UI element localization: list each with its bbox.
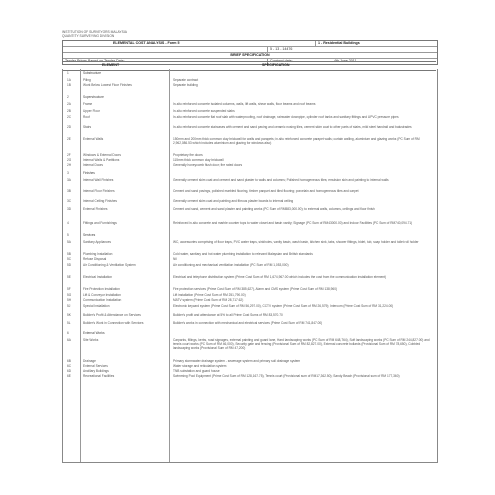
element-name: Internal Ceiling Finishes xyxy=(83,199,118,203)
specification-text: Cement and sand, cement and sand plaster and painting works (PC Sum of RM583,000.00); to external walls, columns, ceilings and floor finish xyxy=(173,207,375,211)
item-number: 1B xyxy=(67,83,71,87)
item-number: 2F xyxy=(67,153,71,157)
specification-text: Generally cement skim coat and cement and sand plaster to walls and columns; Polished homogeneous tiles; emulsion skin and painting to internal walls xyxy=(173,178,389,182)
specification-text: Builder's works in connection with mechanical and electrical services (Prime Cost Sum of RM 741,847.00) xyxy=(173,321,323,325)
item-number: 3A xyxy=(67,178,71,182)
specification-text: Cold water, sanitary and hot water plumbing installation to relevant Malaysian and British standards xyxy=(173,252,313,256)
item-number: 5F xyxy=(67,287,71,291)
item-number: 2B xyxy=(67,109,71,113)
specification-text: 115mm thick common clay brickwall xyxy=(173,158,224,162)
item-number: 2A xyxy=(67,102,71,106)
element-name: Internal Floor Finishes xyxy=(83,189,115,193)
item-number: 6B xyxy=(67,359,71,363)
project-type: 1 - Residential Buildings xyxy=(315,41,437,46)
item-number: 3 xyxy=(67,171,69,175)
specification-table xyxy=(62,69,438,463)
element-name: Ancillary Buildings xyxy=(83,369,109,373)
item-number: 5 xyxy=(67,233,69,237)
item-number: 5J xyxy=(67,304,71,308)
element-name: Windows & External Doors xyxy=(83,153,121,157)
item-number: 6A xyxy=(67,338,71,342)
item-number: 5D xyxy=(67,263,72,267)
element-name: Finishes xyxy=(83,171,95,175)
element-name: Electrical Installation xyxy=(83,275,113,279)
item-number: 3C xyxy=(67,199,72,203)
specification-text: TNB substation and guard house xyxy=(173,369,220,373)
element-name: Refuse Disposal xyxy=(83,257,107,261)
element-name: Substructure xyxy=(83,71,102,75)
element-name: Communication Installation xyxy=(83,298,122,302)
element-name: Builder's Profit & Attendance on Services xyxy=(83,313,141,317)
col-element-header: ELEMENT xyxy=(102,63,120,67)
specification-text: Reinforced in-situ concrete and marble counter tops to water closet and basin vanity; Signage (PC Sum of RM43000.00) and Indoor Facilities (PC Sum of RM740,094.71) xyxy=(173,221,413,225)
element-name: Drainage xyxy=(83,359,96,363)
item-number: 2E xyxy=(67,137,71,141)
item-number: 2D xyxy=(67,125,72,129)
element-name: External Services xyxy=(83,364,108,368)
form-title: ELEMENTAL COST ANALYSIS - Form 5 xyxy=(113,41,180,45)
element-name: Services xyxy=(83,233,96,237)
specification-text: Fire protection services (Prime Cost Sum of RM 385,627), Alarm and CMS system (Prime Cost Sum of RM 138,960) xyxy=(173,287,338,291)
element-name: Piling xyxy=(83,78,91,82)
specification-text: Electronic keycard system (Prime Cost Sum of RM 56,297.00), CCTV system (Prime Cost Sum of RM 26,579); Intercom (Prime Cost Sum of RM 31,224.00) xyxy=(173,304,394,308)
element-name: Special Installation xyxy=(83,304,110,308)
specification-text: In-situ reinforced concrete suspended slabs xyxy=(173,109,235,113)
column-divider xyxy=(169,69,170,462)
specification-text: MATV system (Prime Cost Sum of RM 28,717.62) xyxy=(173,298,244,302)
brief-spec-title: BRIEF SPECIFICATION xyxy=(230,53,270,57)
specification-text: Builder's profit and attendance at 5% to all Prime Cost Sums of RM 83,570.70 xyxy=(173,313,283,317)
specification-text: In-situ reinforced concrete flat roof slab with waterproofing, roof drainage, rainwater downpipe, cylinder roof tanks and sanitary fittings and UPVC pressure pipes xyxy=(173,115,399,119)
element-name: Air Conditioning & Ventilation System xyxy=(83,263,136,267)
specification-text: Air conditioning and mechanical ventilation installation (PC Sum of RM 1,053,000) xyxy=(173,263,289,267)
element-name: Internal Doors xyxy=(83,163,104,167)
item-number: 1 xyxy=(67,71,69,75)
specification-text: Water storage and reticulation system xyxy=(173,364,227,368)
specification-text: Generally cement skim coat and painting and fibrous plaster boards to internal ceiling xyxy=(173,199,294,203)
element-name: Superstructure xyxy=(83,95,104,99)
element-name: Fire Protection Installation xyxy=(83,287,120,291)
item-number: 6C xyxy=(67,364,72,368)
element-name: Site Works xyxy=(83,338,99,342)
specification-text: Generally honeycomb flush door; fire rated doors xyxy=(173,163,243,167)
element-name: Upper Floor xyxy=(83,109,100,113)
item-number: 2C xyxy=(67,115,72,119)
contract-date-label: Contract date: xyxy=(267,59,332,64)
element-name: Plumbing Installation xyxy=(83,252,113,256)
specification-text: Nil xyxy=(173,257,177,261)
element-name: External Walls xyxy=(83,137,104,141)
item-number: 5B xyxy=(67,252,71,256)
element-name: Internal Walls & Partitions xyxy=(83,158,120,162)
contract-date: 4th June 2011 xyxy=(334,59,357,63)
specification-text: In-situ reinforced concrete staircases with cement and sand paving and ceramic nosing tiles, cement skim coat to other parts of stairs, mild steel handrail and balustrades xyxy=(173,125,412,129)
item-number: 5C xyxy=(67,257,72,261)
element-name: Work Below Lowest Floor Finishes xyxy=(83,83,132,87)
item-number: 4 xyxy=(67,221,69,225)
item-number: 6D xyxy=(67,369,72,373)
col-specification-header: SPECIFICATION xyxy=(262,63,290,67)
item-number: 1A xyxy=(67,78,71,82)
item-number: 3D xyxy=(67,207,72,211)
element-name: External Finishes xyxy=(83,207,108,211)
item-number: 5L xyxy=(67,321,71,325)
specification-text: Cement and sand pavings, polished marbled flooring, timber parquet and tiled flooring; porcelain and homogeneous tiles and carpet xyxy=(173,189,359,193)
element-name: Stairs xyxy=(83,125,92,129)
cost-analysis-sheet xyxy=(62,30,436,462)
item-number: 2 xyxy=(67,95,69,99)
item-number: 3B xyxy=(67,189,71,193)
item-number: 5K xyxy=(67,313,71,317)
project-code: 5 - 13 - 14476 xyxy=(267,47,437,52)
item-number: 5H xyxy=(67,298,72,302)
item-number: 2G xyxy=(67,158,72,162)
specification-text: WC, accessories comprising of floor traps, PVC water traps, sinkholes, vanity basin, wash basin, kitchen sink, tabs, shower fittings, bidet, tub, soap holder and toilet roll holder xyxy=(173,240,419,244)
tender-date-label: Tender Prices Based on Tender Date: xyxy=(65,59,125,63)
element-name: Roof xyxy=(83,115,90,119)
specification-text: In-situ reinforced concrete isolated columns, walls, lift walls, shear walls, floor beams and roof beams xyxy=(173,102,316,106)
specification-text: Lift installation (Prime Cost Sum of RM 251,790.00) xyxy=(173,293,246,297)
specification-text: Separate contract xyxy=(173,78,199,82)
specification-text: Carparks, fillings, kerbs, road signages, external painting and guard lane, Hard landscaping works (PC Sum of RM 648,764), Soft landscaping works (PC Sum of RM 244,827.00) and tennis court works (PC Sum of RM 46,000), Security gate and fencing (Provisional Sum of RM 82,827.00), External concrete bollards (Provisional Sum of RM 78,650), Cobbled landscaping works (Provisional Sum of RM 47,200) xyxy=(173,338,430,350)
division-name: QUANTITY SURVEYING DIVISION xyxy=(62,34,115,38)
specification-text: Primary stormwater drainage system - sewerage system and primary soil drainage system xyxy=(173,359,301,363)
element-name: Lift & Conveyor Installation xyxy=(83,293,121,297)
element-name: Internal Wall Finishes xyxy=(83,178,114,182)
item-number: 5E xyxy=(67,275,71,279)
element-name: Recreational Facilities xyxy=(83,374,115,378)
element-name: Builder's Work in Connection with Services xyxy=(83,321,144,325)
specification-text: Electrical and telephone distribution system (Prime Cost Sum of RM 1,674,967.00 which includes the cost from the communication installation element) xyxy=(173,275,387,279)
item-number: 5G xyxy=(67,293,72,297)
item-number: 6E xyxy=(67,374,71,378)
specification-text: Proprietary fire doors xyxy=(173,153,203,157)
element-name: External Works xyxy=(83,331,105,335)
specification-text: 150mm and 200mm thick common clay brickwall for walls and parapets; in-situ reinforced concrete parapet walls; curtain walling, aluminium and glazing works (PC Sum of RM 2,962,086.53 which includes aluminium and glazing for windows also) xyxy=(173,137,420,145)
element-name: Frame xyxy=(83,102,93,106)
item-number: 5A xyxy=(67,240,71,244)
element-name: Fittings and Furnishings xyxy=(83,221,117,225)
specification-text: Separate building xyxy=(173,83,198,87)
item-number: 2H xyxy=(67,163,72,167)
specification-text: Swimming Pool Equipment (Prime Cost Sum of RM 128,167.75), Tennis court (Provisional sum of RM17,362.50); Sandy Beach (Provisional sum of RM 177,360) xyxy=(173,374,400,378)
element-name: Sanitary Appliances xyxy=(83,240,111,244)
item-number: 6 xyxy=(67,331,69,335)
institution-name: INSTITUTION OF SURVEYORS MALAYSIA xyxy=(62,30,127,34)
